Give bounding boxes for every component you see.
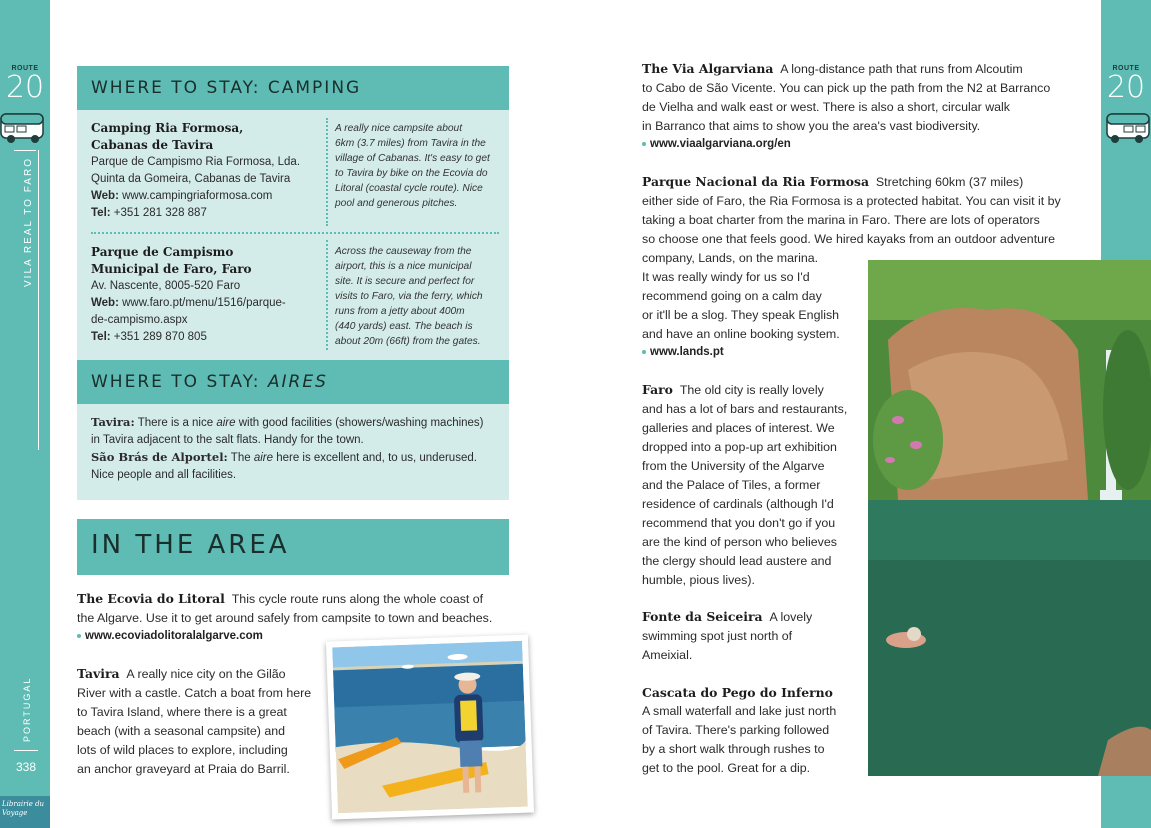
camping-heading: WHERE TO STAY: CAMPING	[91, 78, 362, 98]
entry-text: the Algarve. Use it to get around safely from campsite to town and beaches.	[77, 611, 493, 625]
side-rule	[38, 150, 39, 450]
campsite-tel: +351 281 328 887	[113, 207, 207, 219]
bookshop-logo: Librairie du Voyage	[0, 796, 50, 828]
entry-text: by a short walk through rushes to	[642, 742, 825, 756]
via-algarviana-entry	[642, 59, 1092, 153]
campsite-name: Municipal de Faro, Faro	[91, 262, 252, 276]
aires-heading-prefix: WHERE TO STAY:	[91, 372, 268, 392]
aires-list	[91, 414, 505, 484]
entry-title: The Via Algarviana	[642, 61, 774, 76]
entry-text: It was really windy for us so I'd	[642, 270, 810, 284]
tavira-entry	[77, 664, 332, 779]
area-heading-bar	[77, 519, 509, 575]
entry-text: residence of cardinals (although I'd	[642, 497, 834, 511]
aire-item	[91, 449, 505, 467]
aire-italic: aire	[253, 452, 273, 464]
campsite-address: Av. Nascente, 8005-520 Faro	[91, 280, 241, 292]
kayak-photo	[326, 635, 534, 820]
entry-text: taking a boat charter from the marina in Faro. There are lots of operators	[642, 213, 1040, 227]
entry-text: are the kind of person who believes	[642, 535, 837, 549]
cascata-entry	[642, 683, 867, 778]
description-line: village of Cabanas. It's easy to get	[335, 153, 490, 164]
divider	[91, 232, 499, 234]
campsite-1-details	[91, 120, 321, 222]
aire-text: Nice people and all facilities.	[91, 469, 237, 481]
entry-text: lots of wild places to explore, including	[77, 743, 288, 757]
entry-text: A really nice city on the Gilão	[126, 667, 286, 681]
entry-title: Fonte da Seiceira	[642, 609, 763, 624]
entry-title: Parque Nacional da Ria Formosa	[642, 174, 869, 189]
description-line: site. It is secure and perfect for	[335, 276, 475, 287]
website-link[interactable]: www.ecoviadolitoralalgarve.com	[85, 630, 263, 642]
description-line: (440 yards) east. The beach is	[335, 321, 473, 332]
entry-text: humble, pious lives).	[642, 573, 755, 587]
description-line: Across the causeway from the	[335, 246, 472, 257]
entry-text: dropped into a pop-up art exhibition	[642, 440, 837, 454]
campsite-address: Parque de Campismo Ria Formosa, Lda.	[91, 156, 301, 168]
aires-box	[77, 404, 509, 500]
entry-text: Ameixial.	[642, 648, 693, 662]
route-label: ROUTE	[1112, 65, 1140, 72]
campsite-2-description	[335, 244, 505, 349]
entry-text: get to the pool. Great for a dip.	[642, 761, 811, 775]
entry-text: beach (with a seasonal campsite) and	[77, 724, 286, 738]
entry-text: galleries and places of interest. We	[642, 421, 835, 435]
entry-text: in Barranco that aims to show you the area's vast biodiversity.	[642, 119, 981, 133]
entry-text: River with a castle. Catch a boat from here	[77, 686, 312, 700]
aires-heading-bar	[77, 360, 509, 404]
entry-title: Faro	[642, 382, 673, 397]
kayak-beach-image	[332, 641, 528, 814]
entry-text: recommend going on a calm day	[642, 289, 822, 303]
entry-text: so choose one that feels good. We hired kayaks from an outdoor adventure	[642, 232, 1056, 246]
entry-text: swimming spot just north of	[642, 629, 793, 643]
divider	[326, 240, 328, 350]
description-line: runs from a jetty about 400m	[335, 306, 465, 317]
entry-text: and have an online booking system.	[642, 327, 840, 341]
description-line: pool and generous pitches.	[335, 198, 458, 209]
aires-heading-italic: AIRES	[267, 372, 328, 392]
entry-text: of Tavira. There's parking followed	[642, 723, 830, 737]
bullet-dot	[77, 634, 81, 638]
campsite-name: Cabanas de Tavira	[91, 138, 214, 152]
aire-text: here is excellent and, to us, underused.	[273, 452, 477, 464]
page-number: 338	[16, 760, 37, 774]
description-line: Litoral (coastal cycle route). Nice	[335, 183, 483, 194]
bullet-dot	[642, 142, 646, 146]
campsite-name: Parque de Campismo	[91, 245, 234, 259]
country-label: PORTUGAL	[22, 676, 32, 742]
side-title: VILA REAL TO FARO	[23, 157, 34, 287]
campsite-web: www.campingriaformosa.com	[122, 190, 273, 202]
aire-item	[91, 414, 505, 432]
description-line: airport, this is a nice municipal	[335, 261, 472, 272]
campsite-name: Camping Ria Formosa,	[91, 121, 244, 135]
entry-text: A lovely	[769, 610, 813, 624]
entry-text: Stretching 60km (37 miles)	[875, 175, 1024, 189]
aire-italic: aire	[216, 417, 236, 429]
aire-name: Tavira:	[91, 415, 135, 429]
website-link[interactable]: www.lands.pt	[650, 346, 724, 358]
campsite-2-details	[91, 244, 321, 346]
website-link[interactable]: www.viaalgarviana.org/en	[650, 138, 791, 150]
entry-title: Tavira	[77, 666, 120, 681]
fonte-entry	[642, 607, 867, 665]
entry-text: and has a lot of bars and restaurants,	[642, 402, 848, 416]
web-label: Web:	[91, 190, 119, 202]
route-number: 20	[5, 70, 45, 105]
tel-label: Tel:	[91, 207, 111, 219]
description-line: A really nice campsite about	[335, 123, 463, 134]
waterfall-photo	[868, 260, 1151, 776]
aires-heading	[91, 372, 328, 392]
camping-heading-bar	[77, 66, 509, 110]
entry-text: and the Palace of Tiles, a former	[642, 478, 821, 492]
divider	[14, 150, 36, 151]
aire-text: There is a nice	[134, 417, 217, 429]
description-line: about 20m (66ft) from the gates.	[335, 336, 481, 347]
divider	[14, 750, 38, 751]
campsite-tel: +351 289 870 805	[113, 331, 207, 343]
entry-text: The old city is really lovely	[679, 383, 824, 397]
faro-entry	[642, 380, 867, 590]
entry-text: to Tavira Island, where there is a great	[77, 705, 287, 719]
entry-text: to Cabo de São Vicente. You can pick up the path from the N2 at Barranco	[642, 81, 1051, 95]
entry-text: A long-distance path that runs from Alcoutim	[780, 62, 1023, 76]
entry-title: Cascata do Pego do Inferno	[642, 685, 833, 700]
entry-text: either side of Faro, the Ria Formosa is a protected habitat. You can visit it by	[642, 194, 1061, 208]
entry-text: de Vielha and walk east or west. There is also a short, circular walk	[642, 100, 1010, 114]
web-label: Web:	[91, 297, 119, 309]
bullet-dot	[642, 350, 646, 354]
aire-name: São Brás de Alportel:	[91, 450, 228, 464]
aire-text: The	[227, 452, 254, 464]
entry-text: company, Lands, on the marina.	[642, 251, 819, 265]
tel-label: Tel:	[91, 331, 111, 343]
entry-text: an anchor graveyard at Praia do Barril.	[77, 762, 290, 776]
entry-text: the clergy should lead austere and	[642, 554, 832, 568]
route-label: ROUTE	[11, 65, 39, 72]
entry-text: or it'll be a slog. They speak English	[642, 308, 840, 322]
area-heading: IN THE AREA	[91, 530, 290, 560]
left-side-tab	[0, 0, 50, 828]
description-line: to Tavira by bike on the Ecovia do	[335, 168, 488, 179]
campsite-web: www.faro.pt/menu/1516/parque-	[122, 297, 286, 309]
entry-text: recommend that you don't go if you	[642, 516, 836, 530]
campsite-address: Quinta da Gomeira, Cabanas de Tavira	[91, 173, 291, 185]
entry-title: The Ecovia do Litoral	[77, 591, 225, 606]
description-line: 6km (3.7 miles) from Tavira in the	[335, 138, 486, 149]
description-line: visits to Faro, via the ferry, which	[335, 291, 483, 302]
camping-box	[77, 110, 509, 360]
entry-text: A small waterfall and lake just north	[642, 704, 837, 718]
aire-text: with good facilities (showers/washing machines)	[235, 417, 484, 429]
campsite-1-description	[335, 121, 505, 211]
entry-text: from the University of the Algarve	[642, 459, 825, 473]
entry-text: This cycle route runs along the whole coast of	[231, 592, 484, 606]
aire-text: in Tavira adjacent to the salt flats. Handy for the town.	[91, 434, 364, 446]
divider	[326, 118, 328, 226]
route-number: 20	[1106, 70, 1146, 105]
camper-van-icon	[1104, 108, 1150, 146]
campsite-web: de-campismo.aspx	[91, 314, 188, 326]
camper-van-icon	[0, 108, 46, 146]
